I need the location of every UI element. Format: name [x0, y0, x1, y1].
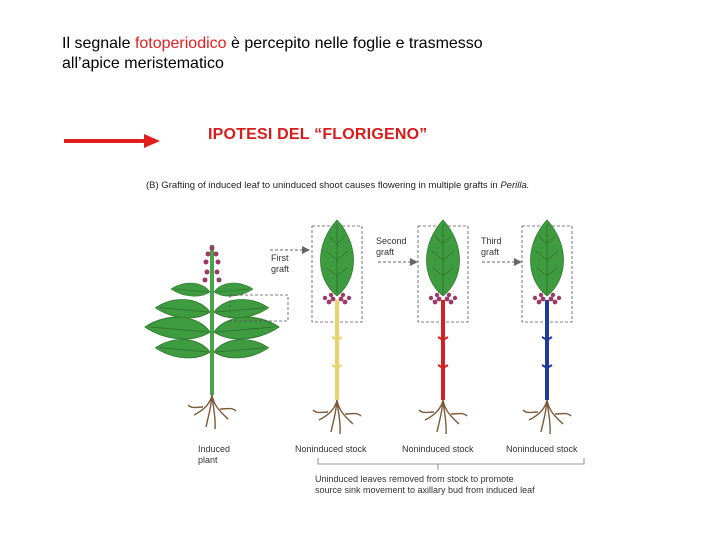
- title-highlight: fotoperiodico: [134, 35, 227, 52]
- figure-note: [315, 474, 535, 496]
- label-second-graft: [376, 236, 407, 258]
- caption-italic: Perilla.: [500, 180, 530, 191]
- title-post: è percepito nelle foglie e trasmesso: [226, 35, 483, 52]
- label-stock-2: Noninduced stock: [402, 444, 474, 454]
- label-first-graft: [271, 253, 289, 275]
- label-third-graft: [481, 236, 502, 258]
- stocks-bracket: [318, 458, 584, 470]
- figure-note-line2: source sink movement to axillary bud from induced leaf: [315, 485, 535, 495]
- label-third-graft-line2: graft: [481, 247, 500, 257]
- induced-plant: [145, 245, 288, 429]
- label-stock-3: Noninduced stock: [506, 444, 578, 454]
- hypothesis-heading: IPOTESI DEL “FLORIGENO”: [208, 126, 428, 143]
- figure-note-line1: Uninduced leaves removed from stock to promote: [315, 474, 514, 484]
- caption-main: (B) Grafting of induced leaf to uninduced shoot causes flowering in multiple grafts in: [146, 180, 501, 191]
- label-second-graft-line1: Second: [376, 236, 407, 246]
- label-third-graft-line1: Third: [481, 236, 502, 246]
- noninduced-stock-blue: [522, 220, 572, 434]
- label-second-graft-line2: graft: [376, 247, 395, 257]
- noninduced-stock-red: [418, 220, 468, 434]
- label-stock-1: Noninduced stock: [295, 444, 367, 454]
- title-pre: Il segnale: [62, 35, 135, 52]
- label-induced-line1: Induced: [198, 444, 231, 454]
- noninduced-stock-yellow: [312, 220, 362, 434]
- title-line2: all’apice meristematico: [62, 55, 224, 72]
- label-first-graft-line1: First: [271, 253, 289, 263]
- label-induced-plant: [198, 444, 230, 466]
- label-first-graft-line2: graft: [271, 264, 290, 274]
- label-induced-line2: plant: [198, 455, 218, 465]
